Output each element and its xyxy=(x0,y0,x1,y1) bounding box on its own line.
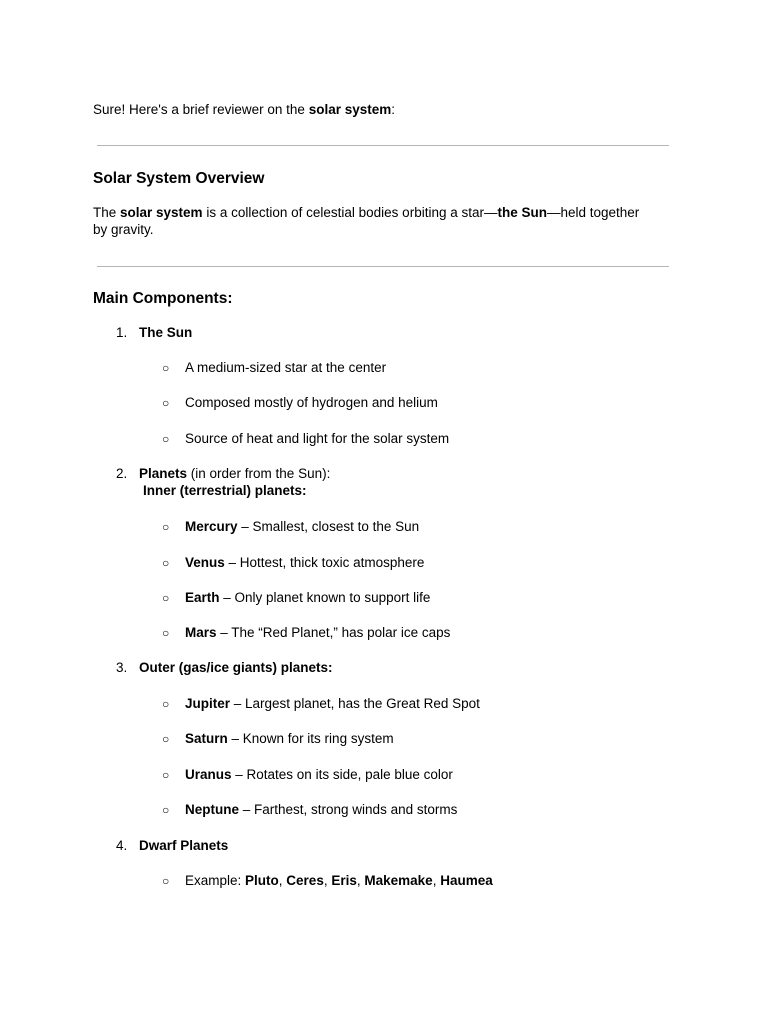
list-item-title: Dwarf Planets xyxy=(139,838,229,853)
list-number: 4. xyxy=(116,838,128,853)
list-item xyxy=(185,590,430,605)
list-item xyxy=(185,555,424,570)
list-item xyxy=(185,625,450,640)
bullet-icon: ○ xyxy=(162,803,170,817)
bullet-icon: ○ xyxy=(162,432,170,446)
planet-desc: – Largest planet, has the Great Red Spot xyxy=(230,696,480,711)
list-item-title: Outer (gas/ice giants) planets: xyxy=(139,660,333,675)
separator: , xyxy=(323,873,332,888)
list-item-title: The Sun xyxy=(139,325,193,340)
example-prefix: Example: xyxy=(185,873,246,888)
bullet-icon: ○ xyxy=(162,626,170,640)
inner-planets-subheading: Inner (terrestrial) planets: xyxy=(143,483,307,498)
planet-desc: – The “Red Planet,” has polar ice caps xyxy=(216,625,451,640)
separator: , xyxy=(278,873,287,888)
planet-desc: – Farthest, strong winds and storms xyxy=(239,802,458,817)
list-item xyxy=(185,731,394,746)
intro-suffix: : xyxy=(391,102,396,117)
planet-name: Mars xyxy=(185,625,217,640)
bullet-icon: ○ xyxy=(162,361,170,375)
list-item-examples xyxy=(185,873,493,888)
list-number: 2. xyxy=(116,466,128,481)
planet-name: Saturn xyxy=(185,731,228,746)
planet-name: Venus xyxy=(185,555,225,570)
planet-desc: – Rotates on its side, pale blue color xyxy=(231,767,453,782)
components-heading: Main Components: xyxy=(93,290,233,307)
overview-bold: the Sun xyxy=(497,205,547,220)
list-item xyxy=(185,767,453,782)
list-number: 3. xyxy=(116,660,128,675)
planet-name: Mercury xyxy=(185,519,238,534)
separator: , xyxy=(432,873,441,888)
intro-line xyxy=(93,102,395,117)
overview-text: —held together xyxy=(546,205,640,220)
bullet-icon: ○ xyxy=(162,874,170,888)
dwarf-planet-name: Ceres xyxy=(286,873,324,888)
horizontal-rule xyxy=(97,266,669,267)
bullet-icon: ○ xyxy=(162,396,170,410)
overview-text: is a collection of celestial bodies orbiting a star— xyxy=(202,205,498,220)
list-item-title-line xyxy=(139,466,330,481)
list-item-title-suffix: (in order from the Sun): xyxy=(187,466,331,481)
list-item-title: Planets xyxy=(139,466,188,481)
bullet-icon: ○ xyxy=(162,520,170,534)
planet-desc: – Only planet known to support life xyxy=(219,590,431,605)
overview-paragraph-line2: by gravity. xyxy=(93,222,154,237)
list-item: Source of heat and light for the solar system xyxy=(185,431,450,446)
separator: , xyxy=(356,873,365,888)
planet-desc: – Smallest, closest to the Sun xyxy=(237,519,420,534)
bullet-icon: ○ xyxy=(162,768,170,782)
planet-name: Neptune xyxy=(185,802,239,817)
bullet-icon: ○ xyxy=(162,697,170,711)
intro-bold: solar system xyxy=(308,102,392,117)
planet-name: Uranus xyxy=(185,767,232,782)
bullet-icon: ○ xyxy=(162,556,170,570)
list-item xyxy=(185,519,419,534)
list-item: A medium-sized star at the center xyxy=(185,360,387,375)
overview-bold: solar system xyxy=(120,205,203,220)
bullet-icon: ○ xyxy=(162,591,170,605)
planet-desc: – Known for its ring system xyxy=(227,731,394,746)
dwarf-planet-name: Makemake xyxy=(364,873,433,888)
dwarf-planet-name: Eris xyxy=(331,873,357,888)
planet-desc: – Hottest, thick toxic atmosphere xyxy=(224,555,425,570)
planet-name: Earth xyxy=(185,590,220,605)
overview-text: The xyxy=(93,205,121,220)
overview-heading: Solar System Overview xyxy=(93,170,265,187)
horizontal-rule xyxy=(97,145,669,146)
dwarf-planet-name: Haumea xyxy=(440,873,493,888)
list-item xyxy=(185,802,457,817)
list-item xyxy=(185,696,480,711)
overview-paragraph-line1 xyxy=(93,205,639,220)
list-item: Composed mostly of hydrogen and helium xyxy=(185,395,438,410)
list-number: 1. xyxy=(116,325,128,340)
bullet-icon: ○ xyxy=(162,732,170,746)
planet-name: Jupiter xyxy=(185,696,231,711)
dwarf-planet-name: Pluto xyxy=(245,873,279,888)
intro-text: Sure! Here's a brief reviewer on the xyxy=(93,102,309,117)
